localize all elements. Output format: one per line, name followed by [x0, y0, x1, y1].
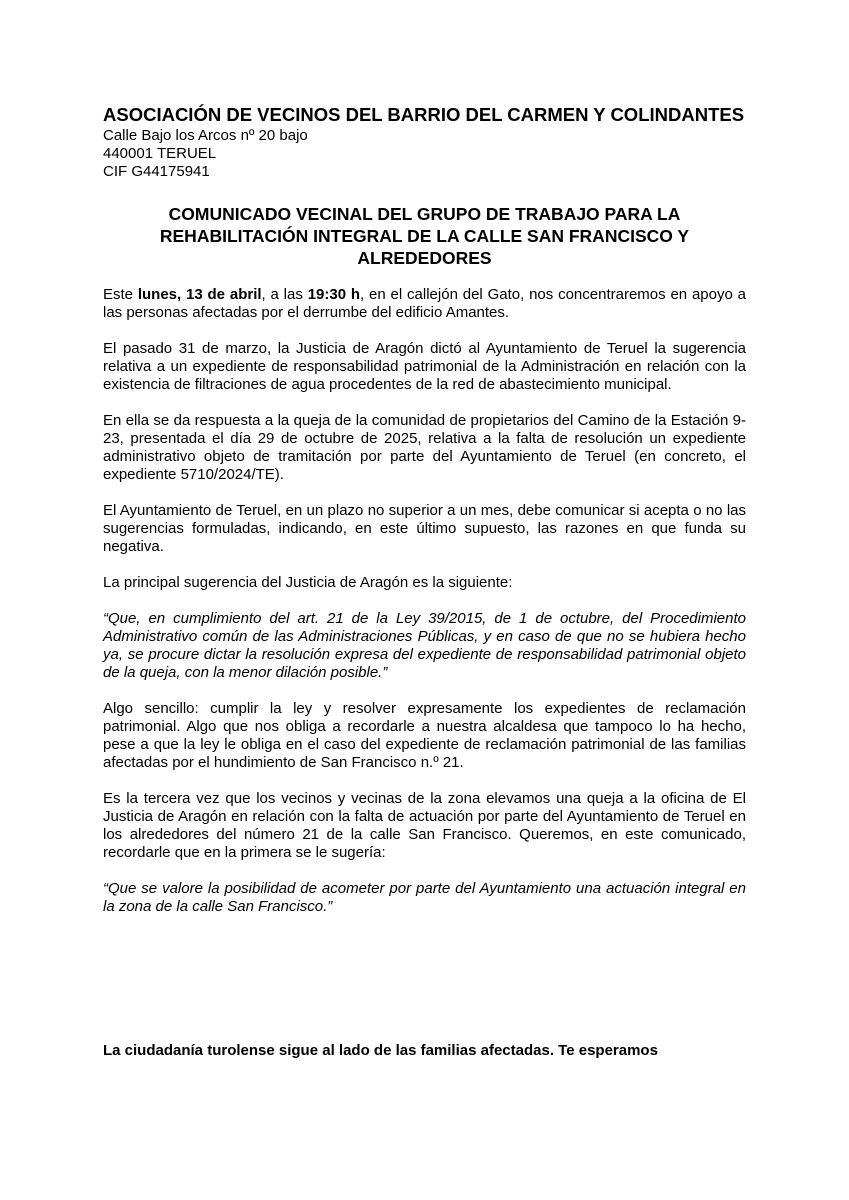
intro-text-1: Este [103, 286, 138, 303]
paragraph-simple: Algo sencillo: cumplir la ley y resolver expresamente los expedientes de reclamación patrimonial. Algo que nos obliga a recordarle a nuestra alcaldesa que tampoco lo ha hecho, pese a que la ley le obliga en el caso del expediente de reclamación patrimonial de las familias afectadas por el hundimiento de San Francisco n.º 21. [103, 700, 746, 771]
quote-main-suggestion: “Que, en cumplimiento del art. 21 de la Ley 39/2015, de 1 de octubre, del Procedimiento Administrativo común de las Administraciones Públicas, y en caso de que no se hubiera hecho ya, se procure dictar la resolución expresa del expediente de responsabilidad patrimonial objeto de la queja, con la menor dilación posible.” [103, 610, 746, 681]
intro-text-2: , a las [261, 286, 308, 303]
address-street: Calle Bajo los Arcos nº 20 bajo [103, 127, 308, 144]
closing-statement: La ciudadanía turolense sigue al lado de las familias afectadas. Te esperamos [103, 1042, 658, 1059]
paragraph-complaint: En ella se da respuesta a la queja de la comunidad de propietarios del Camino de la Estación 9-23, presentada el día 29 de octubre de 2025, relativa a la falta de resolución un expediente administrativo objeto de tramitación por parte del Ayuntamiento de Teruel (en concreto, el expediente 5710/2024/TE). [103, 412, 746, 483]
communique-heading: COMUNICADO VECINAL DEL GRUPO DE TRABAJO PARA LA REHABILITACIÓN INTEGRAL DE LA CALLE SAN FRANCISCO Y ALREDEDORES [159, 204, 690, 268]
address-city: 440001 TERUEL [103, 145, 217, 162]
organization-title: ASOCIACIÓN DE VECINOS DEL BARRIO DEL CARMEN Y COLINDANTES [103, 104, 745, 125]
document-body [103, 103, 746, 916]
paragraph-third-time: Es la tercera vez que los vecinos y vecinas de la zona elevamos una queja a la oficina de El Justicia de Aragón en relación con la falta de actuación por parte del Ayuntamiento de Teruel en los alrededores del número 21 de la calle San Francisco. Queremos, en este comunicado, recordarle que en la primera se le sugería: [103, 790, 746, 861]
paragraph-suggestion: El pasado 31 de marzo, la Justicia de Aragón dictó al Ayuntamiento de Teruel la sugerencia relativa a un expediente de responsabilidad patrimonial de la Administración en relación con la existencia de filtraciones de agua procedentes de la red de abastecimiento municipal. [103, 340, 746, 393]
intro-text-3: , en el callejón del Gato, nos concentraremos en apoyo a las personas afectadas por el derrumbe del edificio Amantes. [103, 286, 747, 321]
intro-paragraph [103, 286, 746, 322]
intro-date: lunes, 13 de abril [137, 286, 262, 303]
intro-time: 19:30 h [307, 286, 361, 303]
paragraph-main-suggestion: La principal sugerencia del Justicia de Aragón es la siguiente: [103, 574, 513, 591]
address-cif: CIF G44175941 [103, 163, 210, 180]
quote-first-suggestion: “Que se valore la posibilidad de acometer por parte del Ayuntamiento una actuación integral en la zona de la calle San Francisco.” [103, 880, 746, 915]
paragraph-deadline: El Ayuntamiento de Teruel, en un plazo no superior a un mes, debe comunicar si acepta o no las sugerencias formuladas, indicando, en este último supuesto, las razones en que funda su negativa. [103, 502, 746, 555]
